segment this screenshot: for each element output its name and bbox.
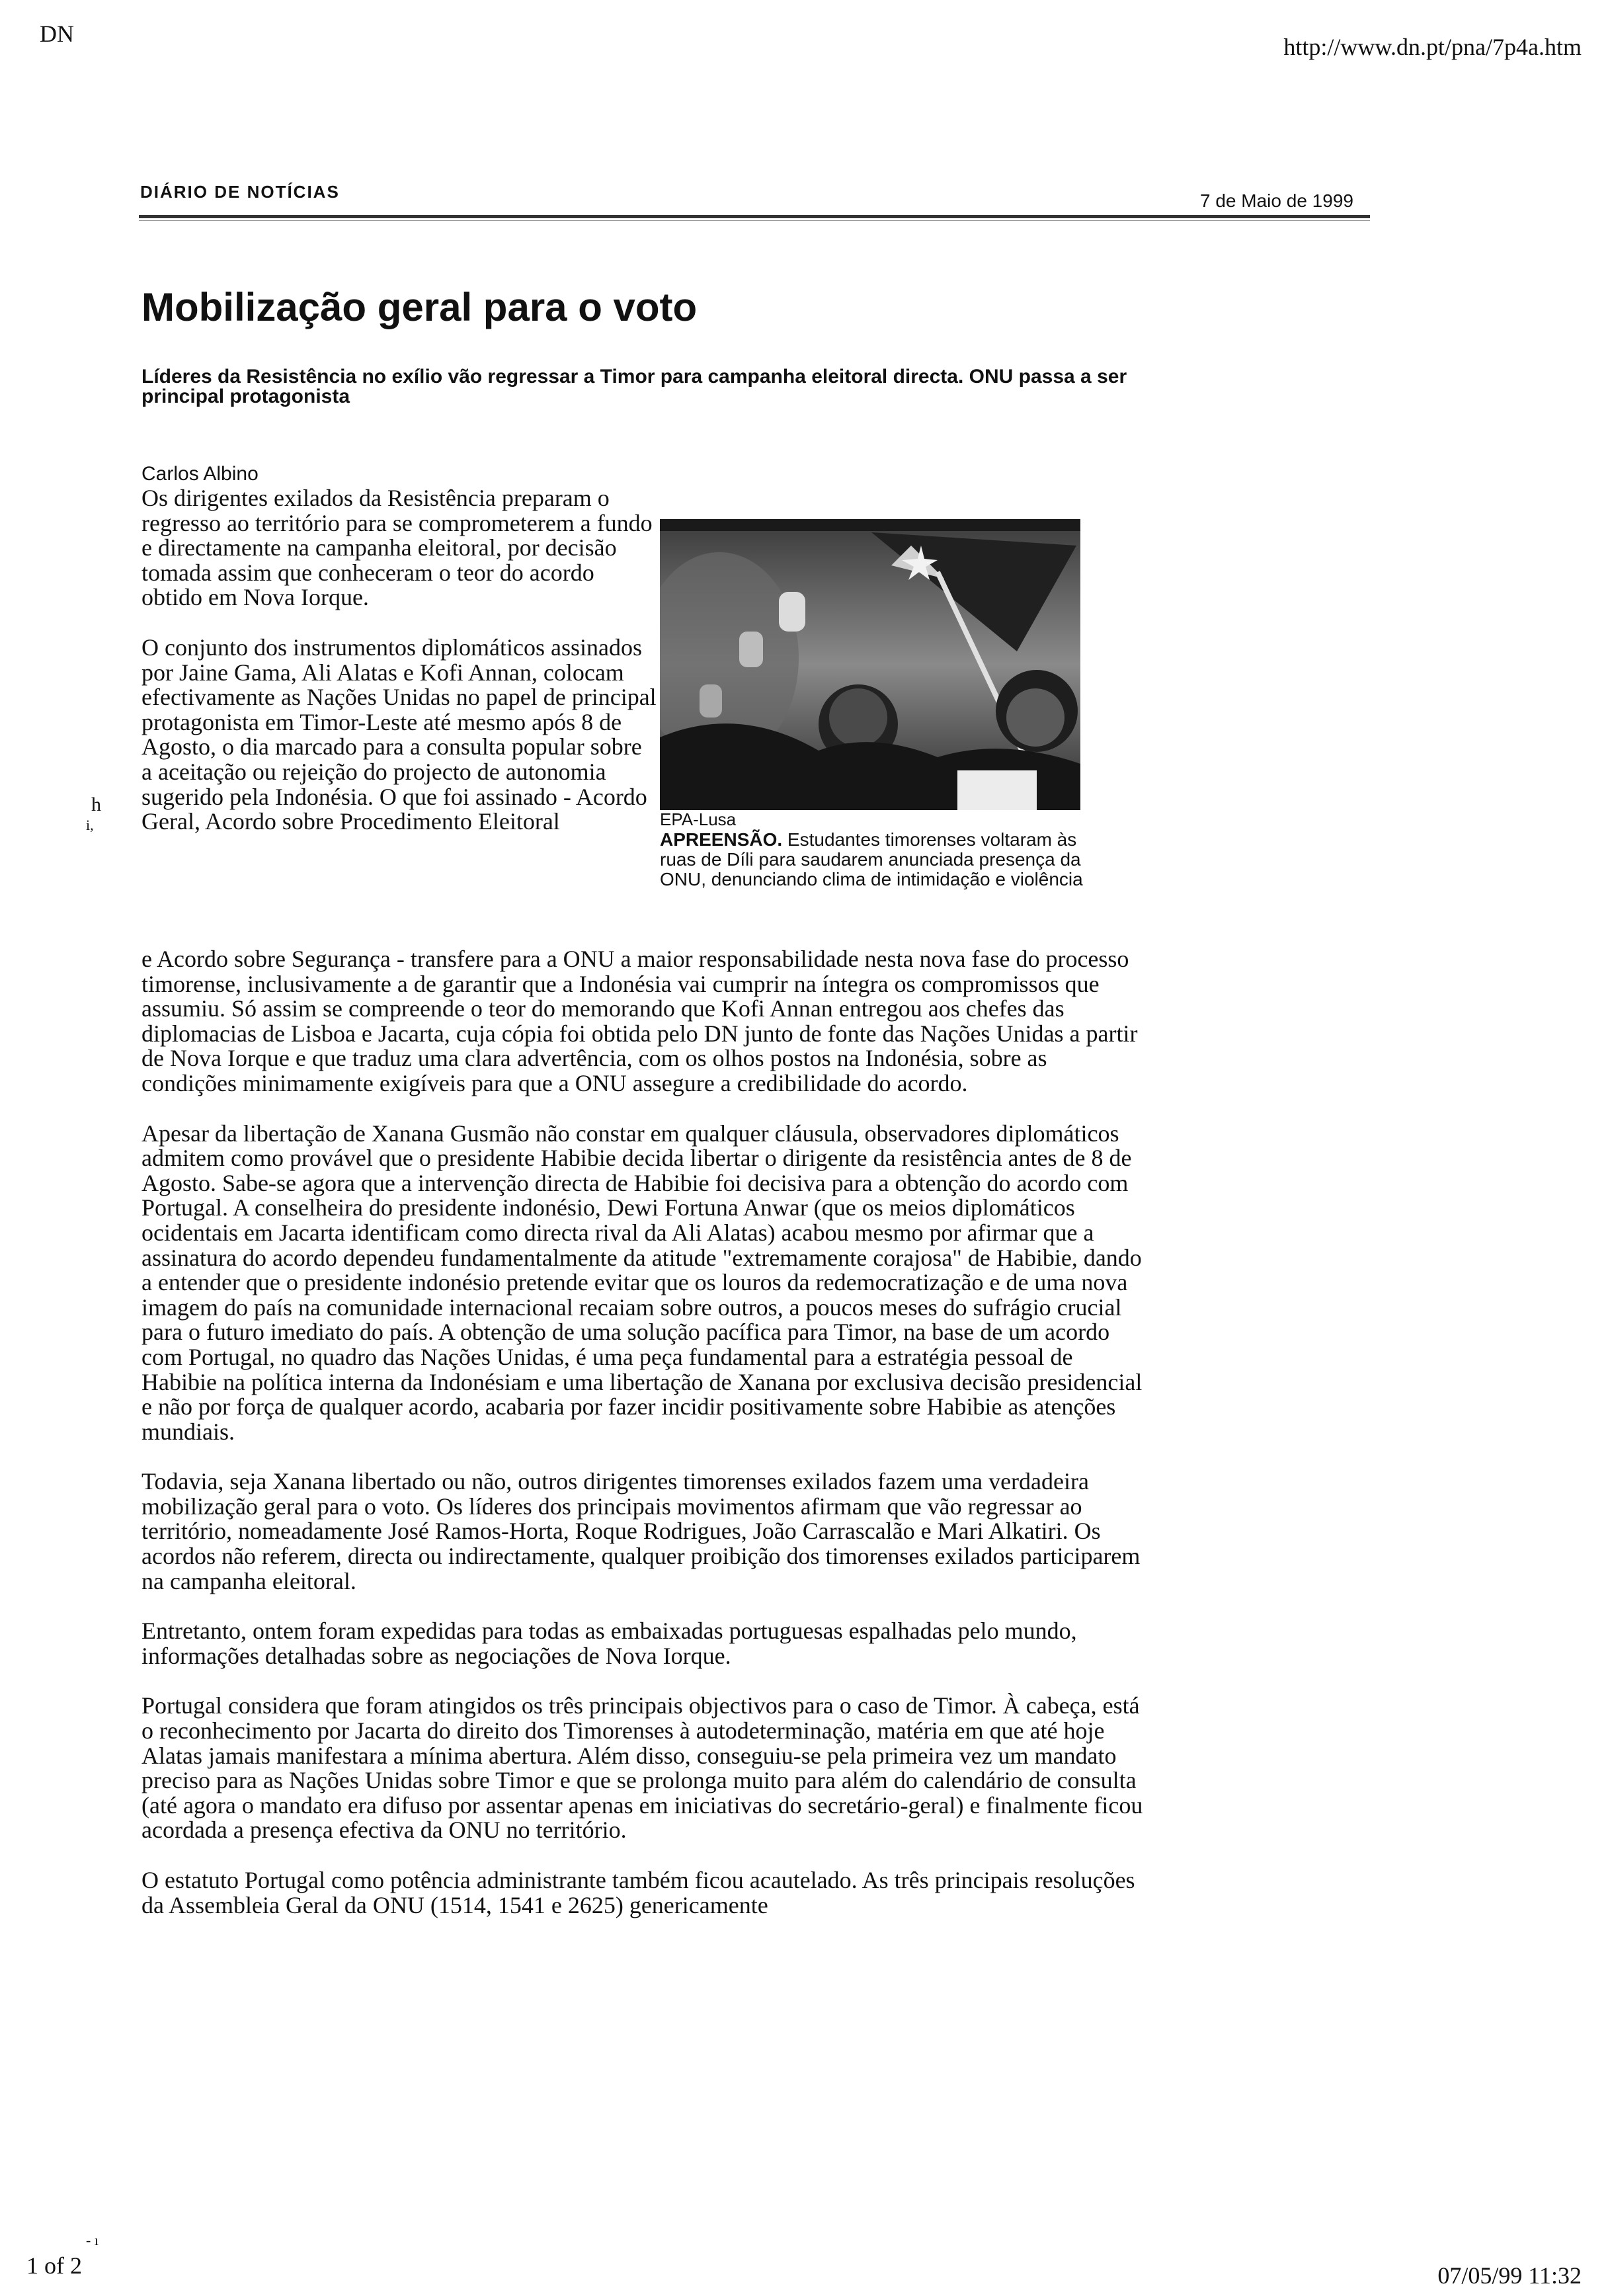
print-header-url: http://www.dn.pt/pna/7p4a.htm xyxy=(1283,34,1582,60)
paragraph: O estatuto Portugal como potência administrante também ficou acautelado. As três principais resoluções da Assembleia Geral da ONU (1514, 1541 e 2625) genericamente xyxy=(141,1867,1135,1918)
byline: Carlos Albino xyxy=(141,463,259,485)
page-count: 1 of 2 xyxy=(26,2252,82,2279)
paragraph: e Acordo sobre Segurança - transfere para a ONU a maior responsabilidade nesta nova fase do processo timorense, inclusivamente a de garantir que a Indonésia vai cumprir na íntegra os compromissos que assumiu. Só assim se compreende o teor do memorando que Kofi Annan entregou aos chefes das diplomacias de Lisboa e Jacarta, cuja cópia foi obtida pelo DN junto de fonte das Nações Unidas a partir de Nova Iorque e que traduz uma clara advertência, com os olhos postos na Indonésia, sobre as condições minimamente exigíveis para que a ONU assegure a credibilidade do acordo. xyxy=(141,946,1138,1096)
news-photo xyxy=(660,519,1080,810)
masthead-rule-thin xyxy=(139,220,1370,221)
photo-credit: EPA-Lusa xyxy=(660,809,737,829)
scan-mark: - ı xyxy=(86,2232,99,2248)
headline: Mobilização geral para o voto xyxy=(141,285,698,329)
paragraph: Portugal considera que foram atingidos os três principais objectivos para o caso de Timor. À cabeça, está o reconhecimento por Jacarta do direito dos Timorenses à autodeterminação, matéria em que até hoje Alatas jamais manifestara a mínima abertura. Além disso, conseguiu-se pela primeira vez um mandato preciso para as Nações Unidas sobre Timor e que se prolonga muito para além do calendário de consulta (até agora o mandato era difuso por assentar apenas em iniciativas do secretário-geral) e finalmente ficou acordada a presença efectiva da ONU no território. xyxy=(141,1692,1143,1844)
margin-handwritten-mark: h xyxy=(91,794,101,815)
paragraph: Apesar da libertação de Xanana Gusmão não constar em qualquer cláusula, observadores diplomáticos admitem como provável que o presidente Habibie decida libertar o dirigente da resistência antes de 8 de Agosto. Sabe-se agora que a intervenção directa de Habibie foi decisiva para a obtenção do acordo com Portugal. A conselheira do presidente indonésio, Dewi Fortuna Anwar (que os meios diplomáticos ocidentais em Jacarta identificam como directa rival da Ali Alatas) acabou mesmo por afirmar que a assinatura do acordo dependeu fundamentalmente da atitude "extremamente corajosa" de Habibie, dando a entender que o presidente indonésio pretende evitar que os louros da redemocratização e de uma nova imagem do país na comunidade internacional recaiam sobre outros, a poucos meses do sufrágio crucial para o futuro imediato do país. A obtenção de uma solução pacífica para Timor, na base de um acordo com Portugal, no quadro das Nações Unidas, é uma peça fundamental para a estratégia pessoal de Habibie na política interna da Indonésiam e uma libertação de Xanana por exclusiva decisão presidencial e não por força de qualquer acordo, acabaria por fazer incidir positivamente sobre Habibie as atenções mundiais. xyxy=(141,1120,1143,1445)
article-body-wide xyxy=(141,947,1146,1943)
paragraph: Os dirigentes exilados da Resistência preparam o regresso ao território para se comprometerem a fundo e directamente na campanha eleitoral, por decisão tomada assim que conheceram o teor do acordo obtido em Nova Iorque. xyxy=(141,485,653,611)
standfirst: Líderes da Resistência no exílio vão regressar a Timor para campanha eleitoral directa. ONU passa a ser principal protagonista xyxy=(141,366,1127,407)
article-date: 7 de Maio de 1999 xyxy=(1200,190,1353,211)
article-body-narrow xyxy=(141,486,657,835)
margin-handwritten-mark: i, xyxy=(86,817,94,833)
photo-caption-lead: APREENSÃO. xyxy=(660,829,783,850)
paragraph: Entretanto, ontem foram expedidas para todas as embaixadas portuguesas espalhadas pelo mundo, informações detalhadas sobre as negociações de Nova Iorque. xyxy=(141,1618,1077,1669)
masthead-rule xyxy=(139,215,1370,218)
protest-photo-illustration xyxy=(660,519,1080,810)
masthead: DIÁRIO DE NOTÍCIAS xyxy=(140,182,340,202)
print-header-left: DN xyxy=(40,20,74,47)
paragraph: Todavia, seja Xanana libertado ou não, outros dirigentes timorenses exilados fazem uma verdadeira mobilização geral para o voto. Os líderes dos principais movimentos afirmam que vão regressar ao território, nomeadamente José Ramos-Horta, Roque Rodrigues, João Carrascalão e Mari Alkatiri. Os acordos não referem, directa ou indirectamente, qualquer proibição dos timorenses exilados participarem na campanha eleitoral. xyxy=(141,1468,1141,1594)
photo-caption-text: Estudantes timorenses voltaram às ruas de Díli para saudarem anunciada presença da ONU, denunciando clima de intimidação e violência xyxy=(660,829,1083,889)
paragraph: O conjunto dos instrumentos diplomáticos assinados por Jaine Gama, Ali Alatas e Kofi Annan, colocam efectivamente as Nações Unidas no papel de principal protagonista em Timor-Leste até mesmo após 8 de Agosto, o dia marcado para a consulta popular sobre a aceitação ou rejeição do projecto de autonomia sugerido pela Indonésia. O que foi assinado - Acordo Geral, Acordo sobre Procedimento Eleitoral xyxy=(141,634,657,835)
photo-caption xyxy=(660,830,1083,889)
printed-datetime: 07/05/99 11:32 xyxy=(1437,2262,1582,2289)
